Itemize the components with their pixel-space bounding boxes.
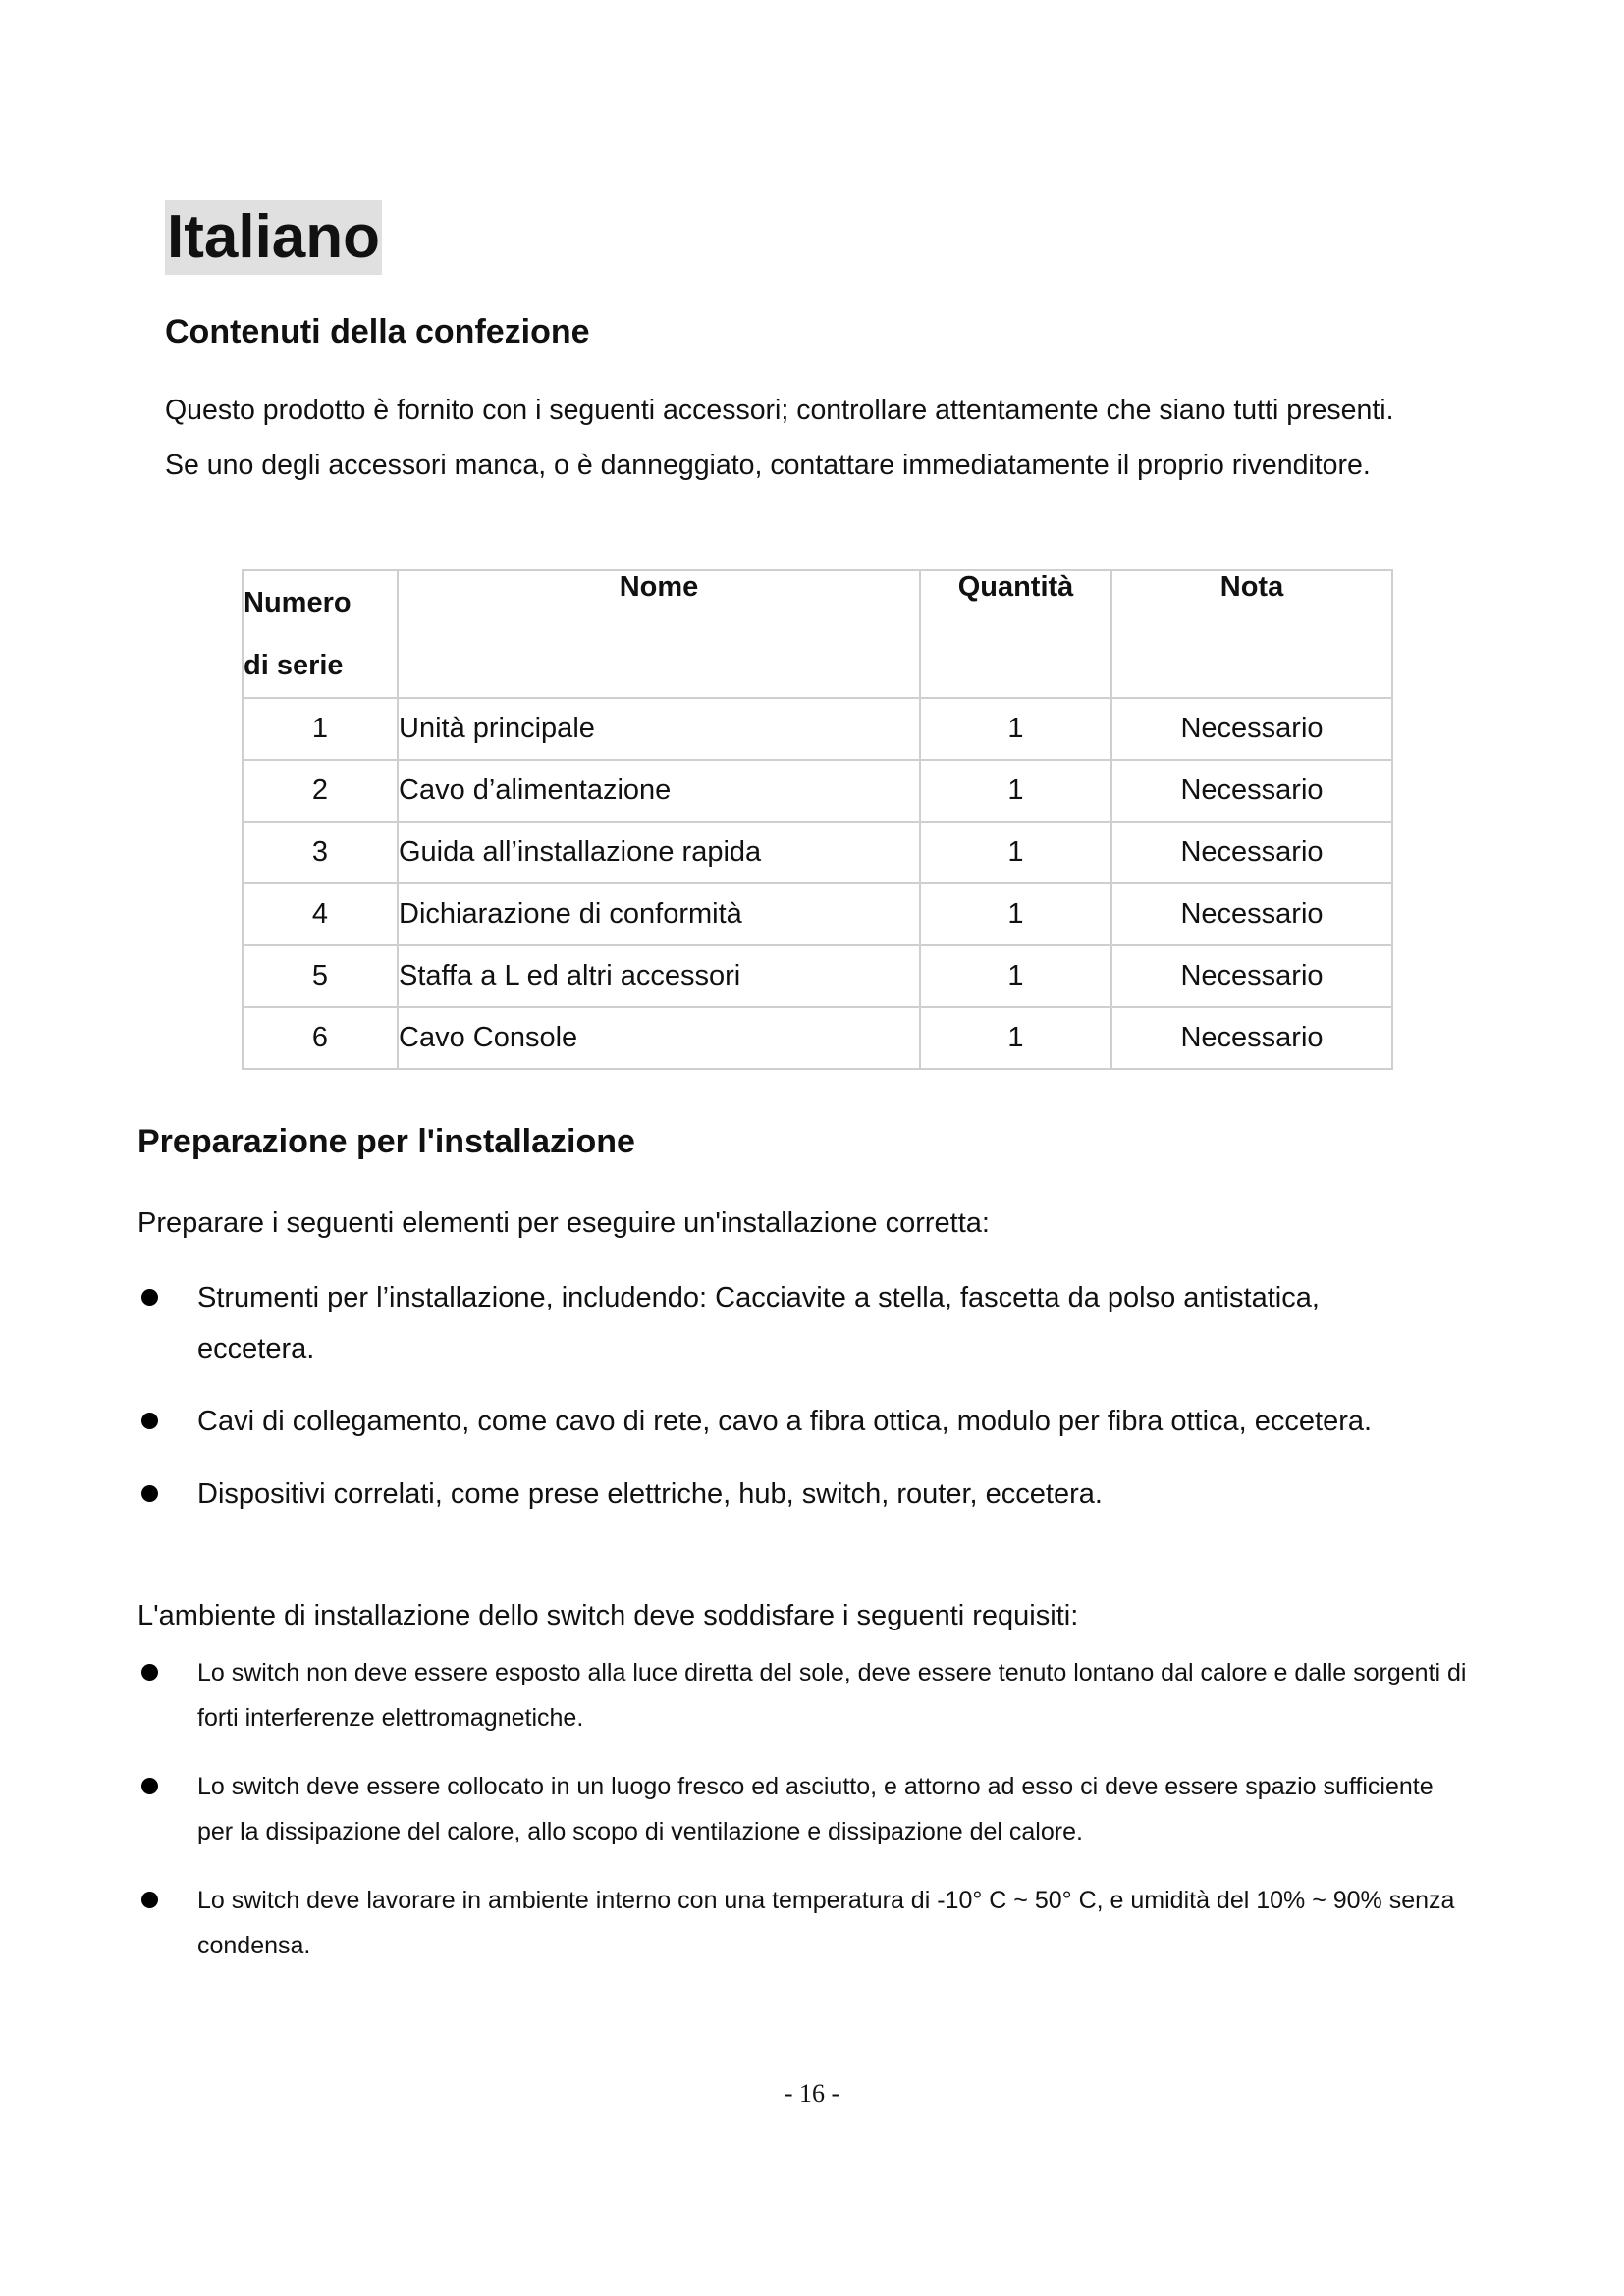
cell-name: Cavo Console — [398, 1007, 920, 1069]
table-row — [243, 698, 1392, 760]
cell-quantity: 1 — [920, 698, 1111, 760]
preparation-intro: Preparare i seguenti elementi per eseguire un'installazione corretta: — [137, 1207, 990, 1239]
table-row — [243, 1007, 1392, 1069]
cell-name: Dichiarazione di conformità — [398, 883, 920, 945]
cell-note: Necessario — [1111, 760, 1392, 822]
list-item-text: Lo switch deve lavorare in ambiente interno con una temperatura di -10° C ~ 50° C, e umidità del 10% ~ 90% senza condensa. — [197, 1887, 1455, 1959]
cell-note: Necessario — [1111, 698, 1392, 760]
package-intro-line-1: Questo prodotto è fornito con i seguenti accessori; controllare attentamente che siano tutti presenti. — [165, 395, 1394, 426]
header-name: Nome — [398, 570, 920, 698]
cell-note: Necessario — [1111, 822, 1392, 883]
environment-intro: L'ambiente di installazione dello switch deve soddisfare i seguenti requisiti: — [137, 1600, 1079, 1631]
table-row — [243, 883, 1392, 945]
cell-quantity: 1 — [920, 883, 1111, 945]
preparation-list — [137, 1272, 1414, 1541]
language-title: Italiano — [165, 200, 382, 275]
list-item-text: Dispositivi correlati, come prese elettriche, hub, switch, router, eccetera. — [197, 1478, 1103, 1510]
list-item-text: Lo switch non deve essere esposto alla luce diretta del sole, deve essere tenuto lontano dal calore e dalle sorgenti di forti interferenze elettromagnetiche. — [197, 1659, 1467, 1732]
list-item — [137, 1468, 1414, 1520]
cell-quantity: 1 — [920, 760, 1111, 822]
package-intro — [165, 383, 1394, 493]
header-serial-number-line-1: Numero — [244, 587, 352, 618]
list-item — [137, 1650, 1473, 1740]
list-item — [137, 1272, 1414, 1374]
list-item — [137, 1878, 1473, 1968]
cell-serial-number: 5 — [243, 945, 398, 1007]
cell-serial-number: 6 — [243, 1007, 398, 1069]
cell-name: Cavo d’alimentazione — [398, 760, 920, 822]
table-row — [243, 945, 1392, 1007]
bullet-icon — [141, 1289, 158, 1306]
cell-name: Guida all’installazione rapida — [398, 822, 920, 883]
list-item — [137, 1764, 1473, 1854]
accessories-table — [242, 569, 1393, 1070]
bullet-icon — [141, 1485, 158, 1502]
list-item-text: Lo switch deve essere collocato in un luogo fresco ed asciutto, e attorno ad esso ci deve essere spazio sufficiente per la dissipazione del calore, allo scopo di ventilazione e dissipazione del calore. — [197, 1773, 1434, 1845]
cell-note: Necessario — [1111, 883, 1392, 945]
bullet-icon — [141, 1413, 158, 1429]
header-serial-number — [243, 570, 398, 698]
preparation-heading: Preparazione per l'installazione — [137, 1123, 635, 1160]
list-item-text: Cavi di collegamento, come cavo di rete, cavo a fibra ottica, modulo per fibra ottica, eccetera. — [197, 1406, 1373, 1437]
cell-name: Staffa a L ed altri accessori — [398, 945, 920, 1007]
cell-quantity: 1 — [920, 945, 1111, 1007]
list-item-text: Strumenti per l’installazione, includendo: Cacciavite a stella, fascetta da polso antistatica, eccetera. — [197, 1282, 1320, 1364]
header-note: Nota — [1111, 570, 1392, 698]
bullet-icon — [141, 1778, 158, 1794]
package-intro-line-2: Se uno degli accessori manca, o è danneggiato, contattare immediatamente il proprio rivenditore. — [165, 450, 1371, 481]
list-item — [137, 1396, 1414, 1447]
cell-serial-number: 3 — [243, 822, 398, 883]
table-row — [243, 760, 1392, 822]
cell-name: Unità principale — [398, 698, 920, 760]
page-number: - 16 - — [784, 2079, 840, 2108]
cell-note: Necessario — [1111, 945, 1392, 1007]
cell-note: Necessario — [1111, 1007, 1392, 1069]
cell-serial-number: 4 — [243, 883, 398, 945]
header-quantity: Quantità — [920, 570, 1111, 698]
bullet-icon — [141, 1664, 158, 1681]
cell-quantity: 1 — [920, 1007, 1111, 1069]
bullet-icon — [141, 1892, 158, 1908]
table-header-row — [243, 570, 1392, 698]
cell-serial-number: 1 — [243, 698, 398, 760]
header-serial-number-line-2: di serie — [244, 650, 344, 681]
cell-quantity: 1 — [920, 822, 1111, 883]
environment-list — [137, 1650, 1473, 1992]
cell-serial-number: 2 — [243, 760, 398, 822]
table-row — [243, 822, 1392, 883]
package-contents-heading: Contenuti della confezione — [165, 313, 590, 350]
